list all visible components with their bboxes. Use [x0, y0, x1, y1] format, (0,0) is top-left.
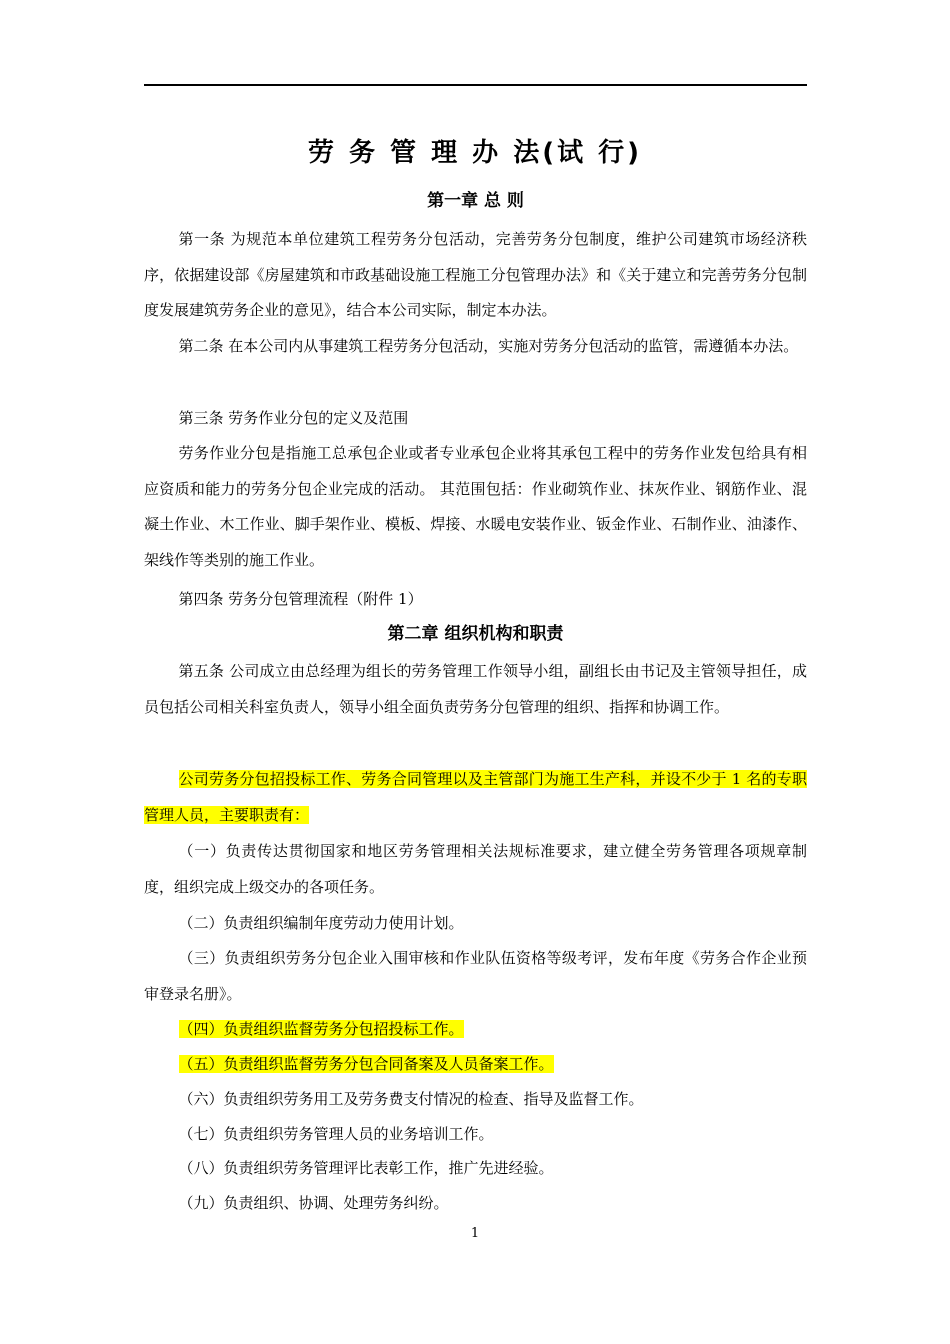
chapter-1-heading: 第一章 总 则: [427, 191, 524, 211]
duty-item-5: [144, 1047, 807, 1083]
duty-item-7: （七）负责组织劳务管理人员的业务培训工作。: [178, 1125, 494, 1143]
highlight-span: （四）负责组织监督劳务分包招投标工作。: [178, 1020, 464, 1038]
article-3: 第三条 劳务作业分包的定义及范围: [178, 409, 409, 427]
highlight-span: 公司劳务分包招投标工作、劳务合同管理以及主管部门为施工生产科，并设不少于 1 名的专职管理人员，主要职责有：: [144, 770, 807, 824]
article-4: 第四条 劳务分包管理流程（附件 1）: [178, 590, 423, 608]
duty-item-9: （九）负责组织、协调、处理劳务纠纷。: [178, 1194, 449, 1212]
duty-item-6: （六）负责组织劳务用工及劳务费支付情况的检查、指导及监督工作。: [178, 1090, 644, 1108]
document-title: 劳 务 管 理 办 法(试 行): [307, 138, 643, 168]
duty-item-8: （八）负责组织劳务管理评比表彰工作，推广先进经验。: [178, 1159, 554, 1177]
duty-item-3: （三）负责组织劳务分包企业入围审核和作业队伍资格等级考评，发布年度《劳务合作企业预审登录名册》。: [144, 949, 807, 1003]
chapter-2-heading: 第二章 组织机构和职责: [387, 624, 564, 644]
article-1: 第一条 为规范本单位建筑工程劳务分包活动，完善劳务分包制度，维护公司建筑市场经济秩序，依据建设部《房屋建筑和市政基础设施工程施工分包管理办法》和《关于建立和完善劳务分包制度发展建筑劳务企业的意见》，结合本公司实际，制定本办法。: [144, 230, 807, 320]
duty-item-2: （二）负责组织编制年度劳动力使用计划。: [178, 914, 464, 932]
highlighted-duties-intro: [144, 762, 807, 833]
article-3-body: 劳务作业分包是指施工总承包企业或者专业承包企业将其承包工程中的劳务作业发包给具有相应资质和能力的劳务分包企业完成的活动。 其范围包括：作业砌筑作业、抹灰作业、钢筋作业、混凝土作业、木工作业、脚手架作业、模板、焊接、水暖电安装作业、钣金作业、石制作业、油漆作、架线作等类别的施工作业。: [144, 444, 807, 569]
duty-item-1: （一）负责传达贯彻国家和地区劳务管理相关法规标准要求，建立健全劳务管理各项规章制度，组织完成上级交办的各项任务。: [144, 842, 807, 896]
highlight-span: （五）负责组织监督劳务分包合同备案及人员备案工作。: [178, 1055, 554, 1073]
article-2: 第二条 在本公司内从事建筑工程劳务分包活动，实施对劳务分包活动的监管，需遵循本办法。: [178, 337, 799, 355]
header-rule: [144, 84, 807, 86]
article-5: 第五条 公司成立由总经理为组长的劳务管理工作领导小组，副组长由书记及主管领导担任，成员包括公司相关科室负责人，领导小组全面负责劳务分包管理的组织、指挥和协调工作。: [144, 662, 807, 716]
page-number: 1: [470, 1226, 480, 1241]
duty-item-4: [144, 1012, 807, 1048]
